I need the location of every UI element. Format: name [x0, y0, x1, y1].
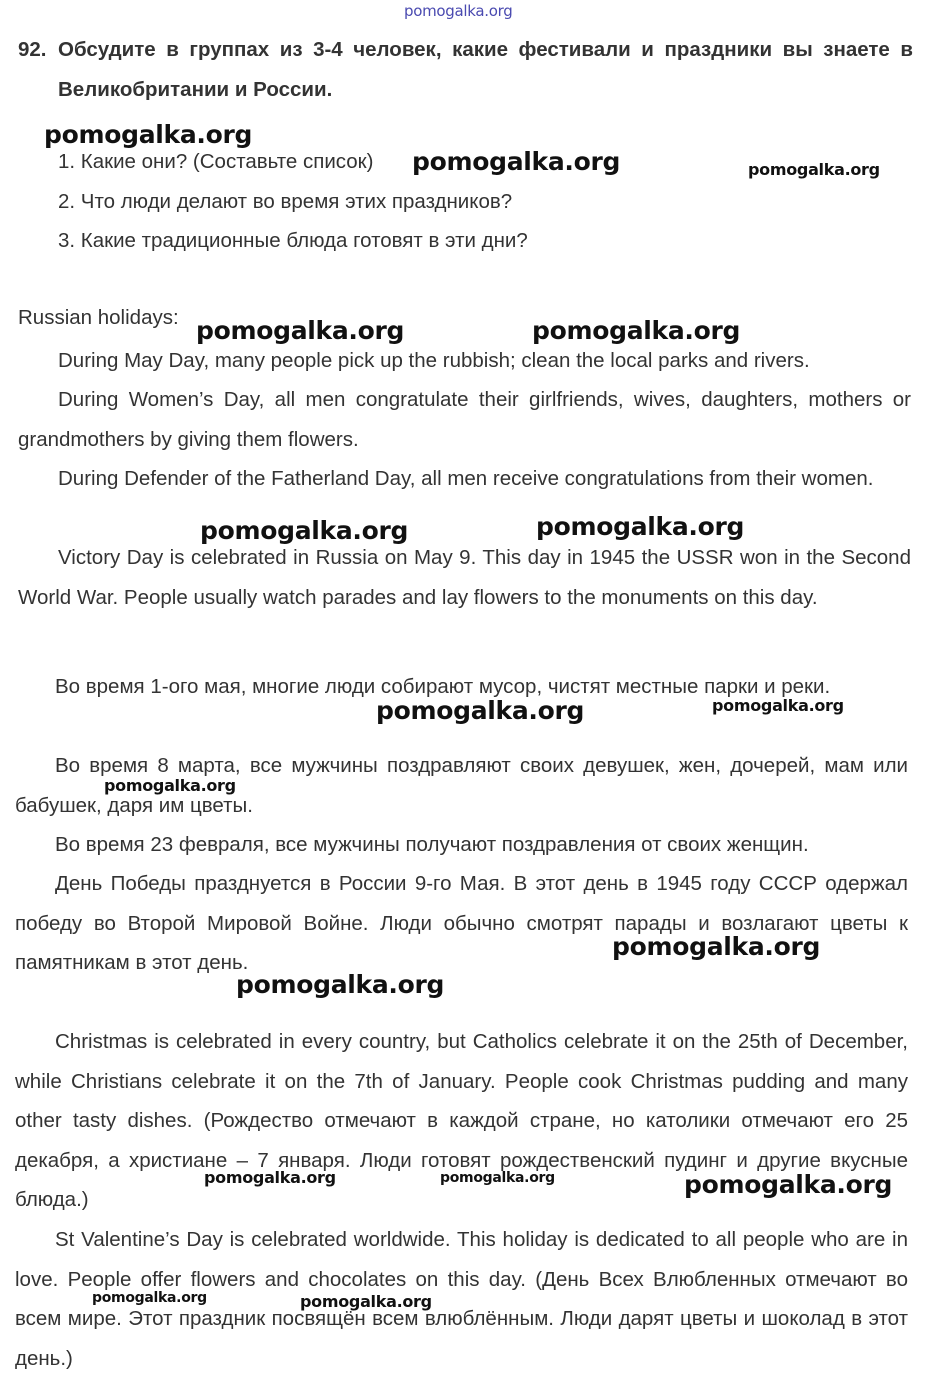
watermark-13: pomogalka.org — [204, 1168, 336, 1187]
watermark-9: pomogalka.org — [712, 696, 844, 715]
russian-holidays-label: Russian holidays: — [18, 306, 179, 329]
question-2: 2. Что люди делают во время этих праздников? — [58, 190, 513, 213]
watermark-6: pomogalka.org — [200, 516, 409, 545]
paragraph-may-day-en: During May Day, many people pick up the rubbish; clean the local parks and rivers. — [58, 349, 810, 372]
watermark-2: pomogalka.org — [412, 147, 621, 176]
paragraph-womens-day-en: During Women’s Day, all men congratulate their girlfriends, wives, daughters, mothers or grandmothers by giving them flowers. — [18, 388, 911, 451]
watermark-12: pomogalka.org — [236, 970, 445, 999]
watermark-17: pomogalka.org — [300, 1292, 432, 1311]
paragraph-valentine: St Valentine’s Day is celebrated worldwide. This holiday is dedicated to all people who are in love. People offer flowers and chocolates on this day. (День Всех Влюбленных отмечают во всем мире. Этот праздник посвящён всем влюблённым. Люди дарят цветы и шоколад в этот день.) — [15, 1228, 908, 1370]
paragraph-victory-day-ru: День Победы празднуется в России 9-го Мая. В этот день в 1945 году СССР одержал победу во Второй Мировой Войне. Люди обычно смотрят парады и возлагают цветы к памятникам в этот день. — [15, 872, 908, 974]
paragraph-victory-day-en: Victory Day is celebrated in Russia on May 9. This day in 1945 the USSR won in the Second World War. People usually watch parades and lay flowers to the monuments on this day. — [18, 546, 911, 609]
paragraph-defender-day-ru: Во время 23 февраля, все мужчины получают поздравления от своих женщин. — [55, 833, 809, 856]
watermark-1: pomogalka.org — [44, 120, 253, 149]
watermark-4: pomogalka.org — [196, 316, 405, 345]
watermark-3: pomogalka.org — [748, 160, 880, 179]
watermark-15: pomogalka.org — [684, 1170, 893, 1199]
watermark-8: pomogalka.org — [376, 696, 585, 725]
watermark-top: pomogalka.org — [404, 2, 513, 20]
paragraph-may-day-ru: Во время 1-ого мая, многие люди собирают мусор, чистят местные парки и реки. — [55, 675, 831, 698]
paragraph-defender-day-en: During Defender of the Fatherland Day, all men receive congratulations from their women. — [58, 467, 874, 490]
watermark-16: pomogalka.org — [92, 1290, 207, 1306]
watermark-5: pomogalka.org — [532, 316, 741, 345]
watermark-11: pomogalka.org — [612, 932, 821, 961]
watermark-10: pomogalka.org — [104, 776, 236, 795]
task-text: Обсудите в группах из 3-4 человек, какие фестивали и праздники вы знаете в Великобритании и России. — [58, 38, 913, 101]
watermark-14: pomogalka.org — [440, 1170, 555, 1186]
task-number: 92. — [18, 38, 47, 61]
watermark-7: pomogalka.org — [536, 512, 745, 541]
task-heading — [18, 30, 913, 110]
question-1: 1. Какие они? (Составьте список) — [58, 150, 374, 173]
question-3: 3. Какие традиционные блюда готовят в эти дни? — [58, 229, 528, 252]
paragraph-christmas: Christmas is celebrated in every country, but Catholics celebrate it on the 25th of December, while Christians celebrate it on the 7th of January. People cook Christmas pudding and many other tasty dishes. (Рождество отмечают в каждой стране, но католики отмечают его 25 декабря, а христиане – 7 января. Люди готовят рождественский пудинг и другие вкусные блюда.) — [15, 1030, 908, 1211]
paragraph-womens-day-ru: Во время 8 марта, все мужчины поздравляют своих девушек, жен, дочерей, мам или бабушек, даря им цветы. — [15, 754, 908, 817]
